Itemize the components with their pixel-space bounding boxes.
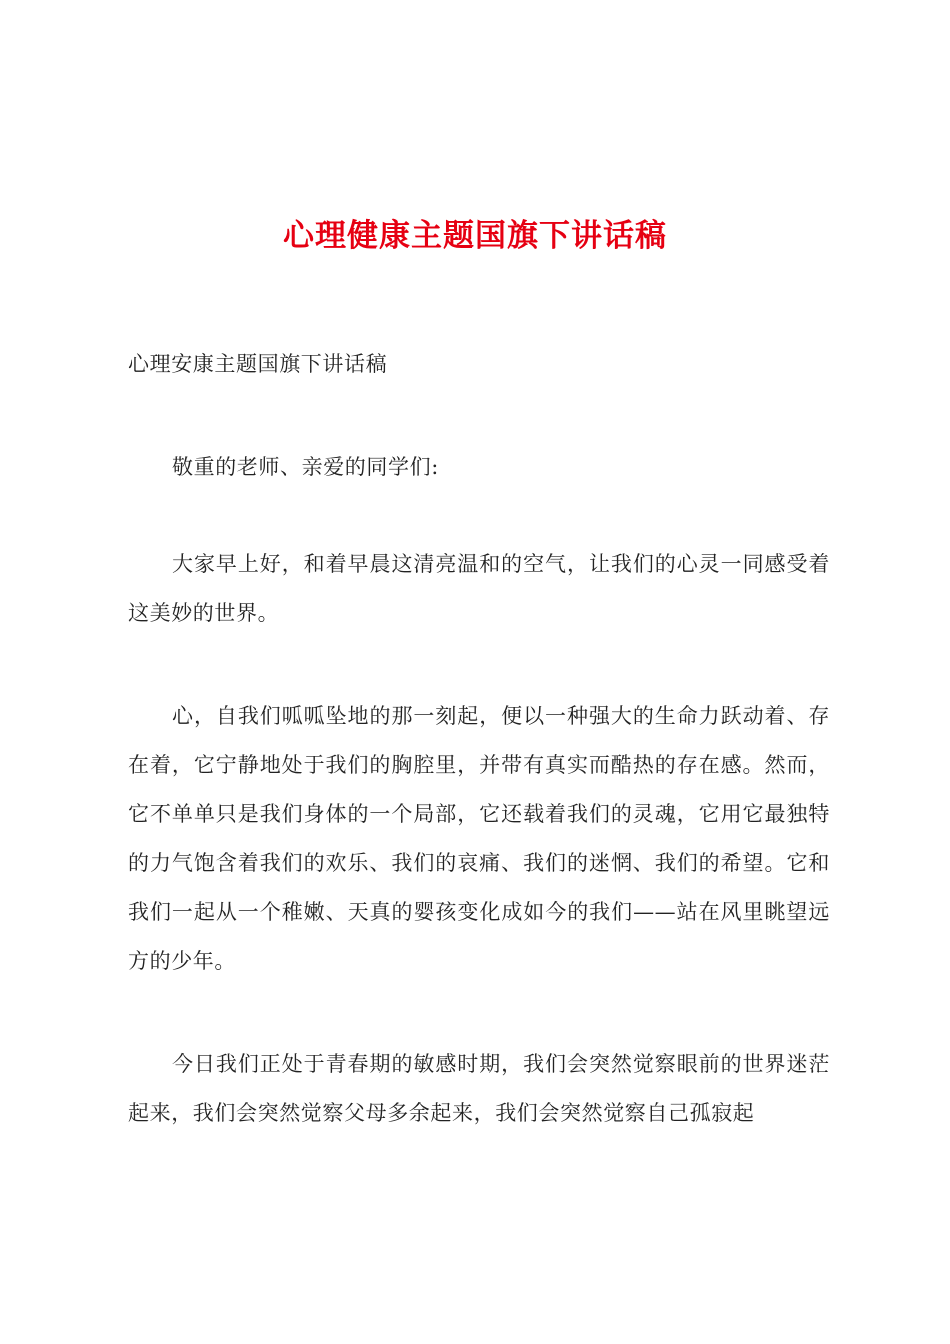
paragraph-adolescence: 今日我们正处于青春期的敏感时期，我们会突然觉察眼前的世界迷茫起来，我们会突然觉察父母多余起来，我们会突然觉察自己孤寂起 <box>128 1052 830 1125</box>
document-subtitle: 心理安康主题国旗下讲话稿 <box>128 352 388 376</box>
paragraph-heart: 心，自我们呱呱坠地的那一刻起，便以一种强大的生命力跃动着、存在着，它宁静地处于我们的胸腔里，并带有真实而酷热的存在感。然而，它不单单只是我们身体的一个局部，它还载着我们的灵魂，它用它最独特的力气饱含着我们的欢乐、我们的哀痛、我们的迷惘、我们的希望。它和我们一起从一个稚嫩、天真的婴孩变化成如今的我们——站在风里眺望远方的少年。 <box>128 704 830 973</box>
document-title: 心理健康主题国旗下讲话稿 <box>283 218 667 254</box>
paragraph-opening: 大家早上好，和着早晨这清亮温和的空气，让我们的心灵一同感受着这美妙的世界。 <box>128 552 830 625</box>
paragraph-greeting: 敬重的老师、亲爱的同学们: <box>172 455 439 479</box>
